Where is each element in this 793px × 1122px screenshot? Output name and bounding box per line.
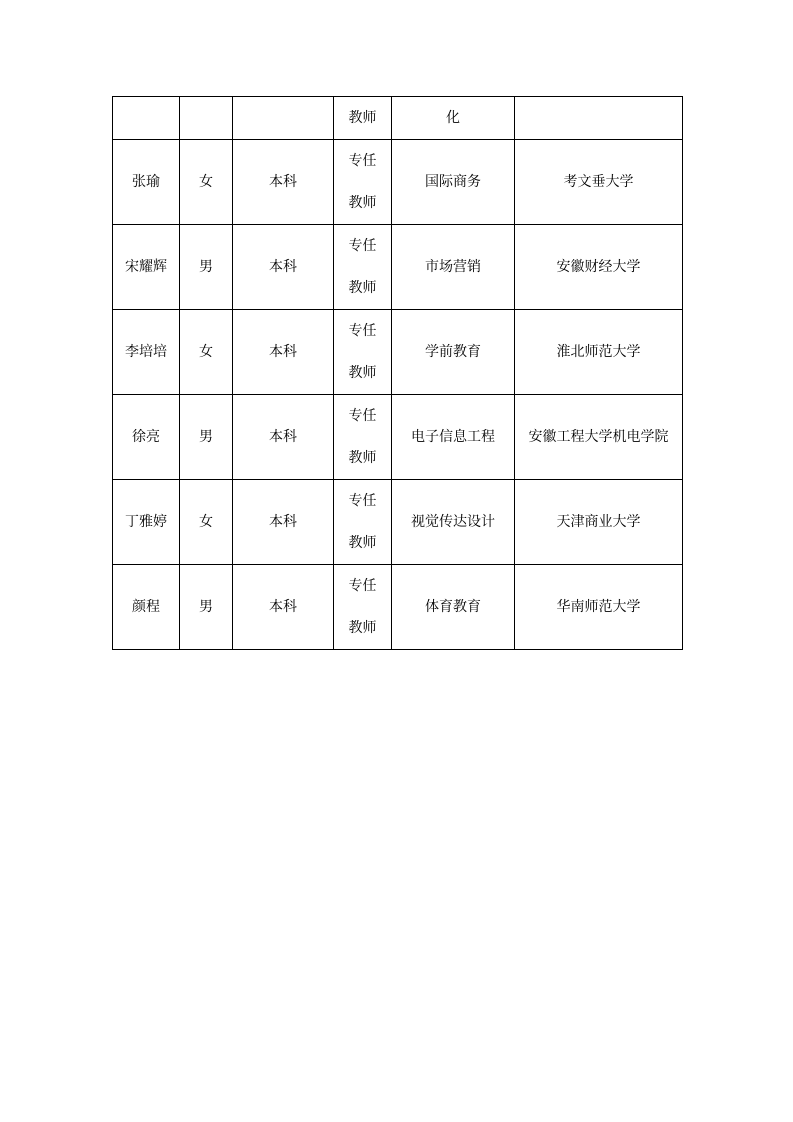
cell-school: 淮北师范大学 xyxy=(515,310,683,395)
title-line-2: 教师 xyxy=(348,195,377,211)
title-line-2: 教师 xyxy=(348,280,377,296)
table-row xyxy=(113,310,683,395)
cell-school: 天津商业大学 xyxy=(515,480,683,565)
cell-gender: 男 xyxy=(180,395,233,480)
cell-school xyxy=(515,97,683,140)
title-line-1: 专任 xyxy=(348,238,377,254)
cell-school: 考文垂大学 xyxy=(515,140,683,225)
cell-name: 李培培 xyxy=(113,310,180,395)
cell-title xyxy=(334,480,392,565)
cell-title xyxy=(334,225,392,310)
cell-education: 本科 xyxy=(233,480,334,565)
cell-title xyxy=(334,565,392,650)
cell-title xyxy=(334,140,392,225)
cell-major: 体育教育 xyxy=(392,565,515,650)
cell-major: 化 xyxy=(392,97,515,140)
title-line-2: 教师 xyxy=(348,535,377,551)
cell-major: 电子信息工程 xyxy=(392,395,515,480)
cell-education: 本科 xyxy=(233,310,334,395)
table-row xyxy=(113,140,683,225)
cell-major: 市场营销 xyxy=(392,225,515,310)
cell-school: 安徽财经大学 xyxy=(515,225,683,310)
title-line-2: 教师 xyxy=(348,450,377,466)
cell-name xyxy=(113,97,180,140)
cell-education: 本科 xyxy=(233,395,334,480)
table-row xyxy=(113,225,683,310)
cell-title xyxy=(334,395,392,480)
cell-gender: 女 xyxy=(180,480,233,565)
title-line-1: 专任 xyxy=(348,578,377,594)
cell-school: 华南师范大学 xyxy=(515,565,683,650)
table-row xyxy=(113,395,683,480)
cell-name: 徐亮 xyxy=(113,395,180,480)
table-row xyxy=(113,480,683,565)
table-row-continued xyxy=(113,97,683,140)
cell-education: 本科 xyxy=(233,565,334,650)
title-line-2: 教师 xyxy=(348,365,377,381)
cell-education: 本科 xyxy=(233,140,334,225)
cell-major: 国际商务 xyxy=(392,140,515,225)
title-line-2: 教师 xyxy=(348,620,377,636)
staff-table xyxy=(112,96,683,650)
cell-name: 宋耀辉 xyxy=(113,225,180,310)
title-line-1: 专任 xyxy=(348,323,377,339)
cell-gender: 男 xyxy=(180,225,233,310)
cell-major: 学前教育 xyxy=(392,310,515,395)
cell-name: 张瑜 xyxy=(113,140,180,225)
cell-name: 颜程 xyxy=(113,565,180,650)
cell-education: 本科 xyxy=(233,225,334,310)
table-row xyxy=(113,565,683,650)
title-line-1: 专任 xyxy=(348,153,377,169)
cell-name: 丁雅婷 xyxy=(113,480,180,565)
title-line-1: 专任 xyxy=(348,408,377,424)
cell-title: 教师 xyxy=(334,97,392,140)
cell-gender: 女 xyxy=(180,310,233,395)
cell-gender: 女 xyxy=(180,140,233,225)
cell-title xyxy=(334,310,392,395)
cell-education xyxy=(233,97,334,140)
cell-school: 安徽工程大学机电学院 xyxy=(515,395,683,480)
cell-gender: 男 xyxy=(180,565,233,650)
cell-major: 视觉传达设计 xyxy=(392,480,515,565)
title-line-1: 专任 xyxy=(348,493,377,509)
cell-gender xyxy=(180,97,233,140)
